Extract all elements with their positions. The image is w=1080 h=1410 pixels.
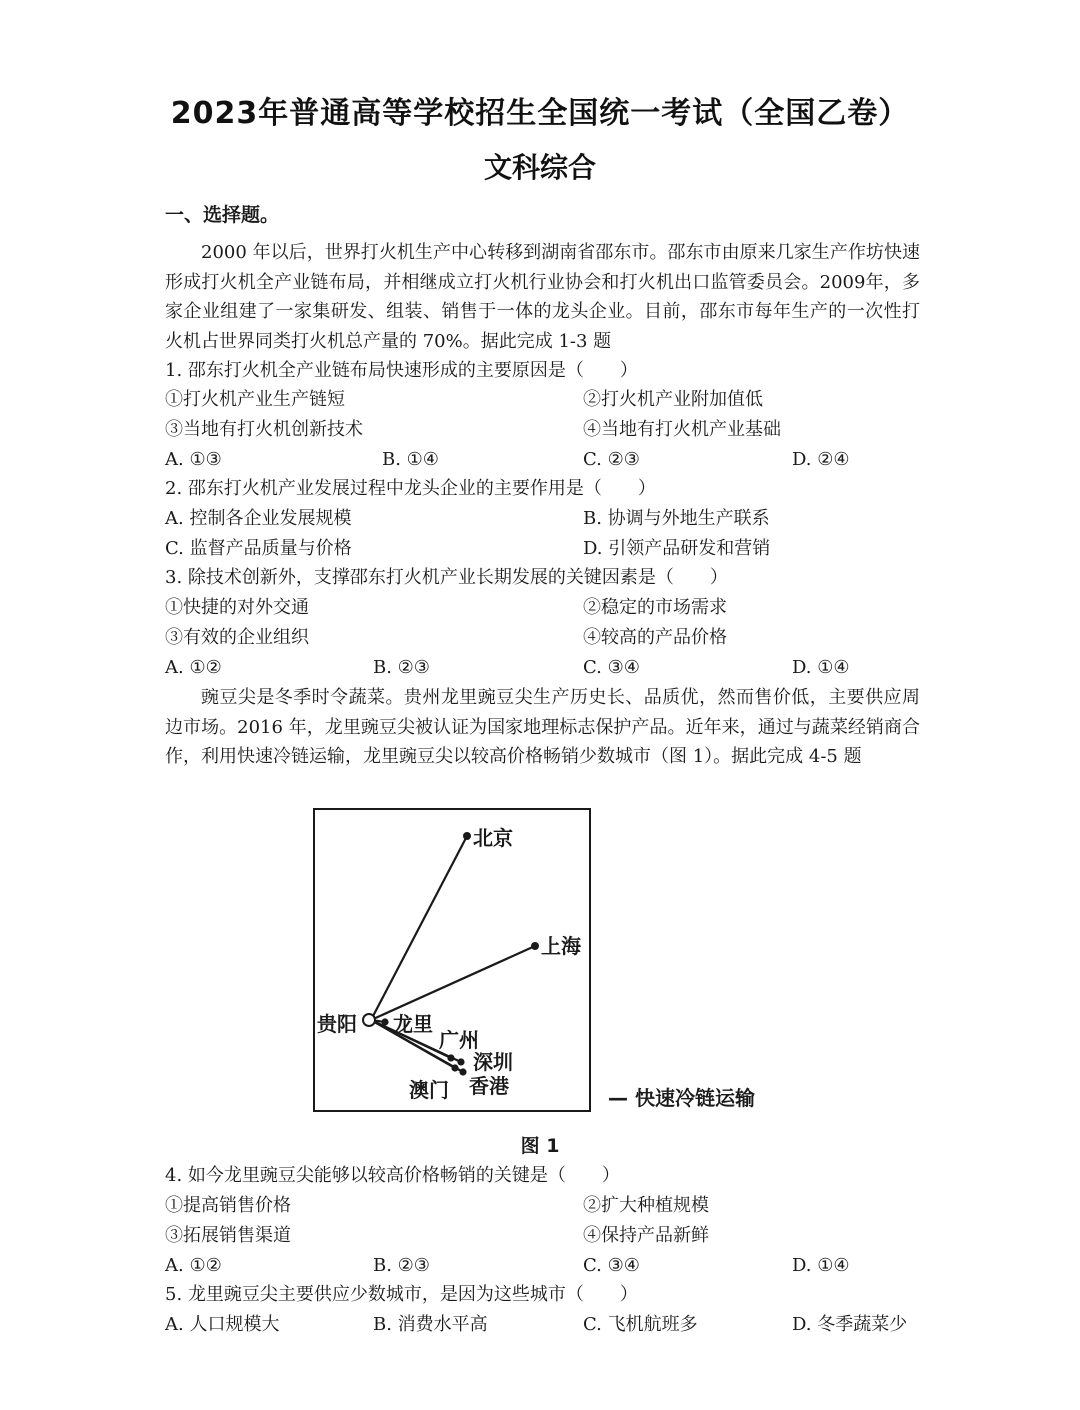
dot-guangzhou [447, 1054, 454, 1061]
q1-choice-b[interactable]: B. ①④ [382, 449, 439, 470]
label-beijing: 北京 [473, 826, 513, 850]
route-beijing [371, 836, 467, 1020]
label-shenzhen: 深圳 [473, 1050, 513, 1074]
q4-choice-d[interactable]: D. ①④ [792, 1255, 850, 1276]
dot-macau [451, 1064, 458, 1071]
q4-item-2: ②扩大种植规模 [583, 1195, 709, 1216]
q2-choice-c[interactable]: C. 监督产品质量与价格 [165, 538, 352, 559]
q3-item-4: ④较高的产品价格 [583, 627, 727, 648]
q3-item-2: ②稳定的市场需求 [583, 597, 727, 618]
dot-guiyang [363, 1014, 375, 1026]
q3-choice-d[interactable]: D. ①④ [792, 657, 850, 678]
q4-item-1: ①提高销售价格 [165, 1195, 291, 1216]
q4-item-3: ③拓展销售渠道 [165, 1225, 291, 1246]
q5-choice-c[interactable]: C. 飞机航班多 [583, 1314, 698, 1335]
q1-item-4: ④当地有打火机产业基础 [583, 419, 781, 440]
exam-subtitle: 文科综合 [483, 151, 596, 184]
figure-caption: 图 1 [520, 1135, 560, 1157]
q4-choice-a[interactable]: A. ①② [165, 1255, 222, 1276]
figure-map [313, 808, 591, 1112]
q1-choice-d[interactable]: D. ②④ [792, 449, 850, 470]
dot-shanghai [531, 942, 539, 950]
question-1-stem: 1. 邵东打火机全产业链布局快速形成的主要原因是（ ） [165, 360, 638, 381]
passage-lighter: 2000 年以后，世界打火机生产中心转移到湖南省邵东市。邵东市由原来几家生产作坊快速形成打火机全产业链布局，并相继成立打火机行业协会和打火机出口监管委员会。2009年，多家企业组建了一家集研发、组装、销售于一体的龙头企业。目前，邵东市每年生产的一次性打火机占世界同类打火机总产量的 70%。据此完成 1-3 题 [165, 242, 920, 352]
q4-choice-b[interactable]: B. ②③ [373, 1255, 430, 1276]
q3-choice-b[interactable]: B. ②③ [373, 657, 430, 678]
figure-legend: — 快速冷链运输 [608, 1086, 755, 1110]
q3-choice-c[interactable]: C. ③④ [583, 657, 640, 678]
dot-beijing [463, 832, 471, 840]
passage-peas: 豌豆尖是冬季时令蔬菜。贵州龙里豌豆尖生产历史长、品质优，然而售价低，主要供应周边市场。2016 年，龙里豌豆尖被认证为国家地理标志保护产品。近年来，通过与蔬菜经销商合作，利用快速冷链运输，龙里豌豆尖以较高价格畅销少数城市（图 1）。据此完成 4-5 题 [165, 687, 920, 768]
q1-item-1: ①打火机产业生产链短 [165, 389, 345, 410]
dot-shenzhen [457, 1058, 464, 1065]
q1-item-3: ③当地有打火机创新技术 [165, 419, 363, 440]
q1-choice-a[interactable]: A. ①③ [165, 449, 222, 470]
label-guiyang: 贵阳 [317, 1012, 357, 1036]
dot-hongkong [459, 1068, 466, 1075]
q5-choice-b[interactable]: B. 消费水平高 [373, 1314, 488, 1335]
q1-item-2: ②打火机产业附加值低 [583, 389, 763, 410]
section-heading: 一、选择题。 [165, 204, 280, 226]
label-longli: 龙里 [393, 1012, 433, 1036]
q4-item-4: ④保持产品新鲜 [583, 1225, 709, 1246]
label-guangzhou: 广州 [439, 1028, 479, 1052]
q1-choice-c[interactable]: C. ②③ [583, 449, 640, 470]
q3-item-3: ③有效的企业组织 [165, 627, 309, 648]
exam-title: 2023年普通高等学校招生全国统一考试（全国乙卷） [170, 96, 910, 131]
q5-choice-d[interactable]: D. 冬季蔬菜少 [792, 1314, 908, 1335]
label-macau: 澳门 [409, 1078, 449, 1102]
q4-choice-c[interactable]: C. ③④ [583, 1255, 640, 1276]
question-3-stem: 3. 除技术创新外，支撑邵东打火机产业长期发展的关键因素是（ ） [165, 567, 728, 588]
q2-choice-b[interactable]: B. 协调与外地生产联系 [583, 508, 770, 529]
label-hongkong: 香港 [469, 1074, 509, 1098]
route-lines [315, 810, 589, 1110]
q5-choice-a[interactable]: A. 人口规模大 [165, 1314, 280, 1335]
question-5-stem: 5. 龙里豌豆尖主要供应少数城市，是因为这些城市（ ） [165, 1284, 638, 1305]
question-4-stem: 4. 如今龙里豌豆尖能够以较高价格畅销的关键是（ ） [165, 1165, 620, 1186]
label-shanghai: 上海 [541, 934, 581, 958]
question-2-stem: 2. 邵东打火机产业发展过程中龙头企业的主要作用是（ ） [165, 478, 656, 499]
dot-longli [381, 1018, 388, 1025]
q3-item-1: ①快捷的对外交通 [165, 597, 309, 618]
q3-choice-a[interactable]: A. ①② [165, 657, 222, 678]
q2-choice-a[interactable]: A. 控制各企业发展规模 [165, 508, 352, 529]
q2-choice-d[interactable]: D. 引领产品研发和营销 [583, 538, 771, 559]
